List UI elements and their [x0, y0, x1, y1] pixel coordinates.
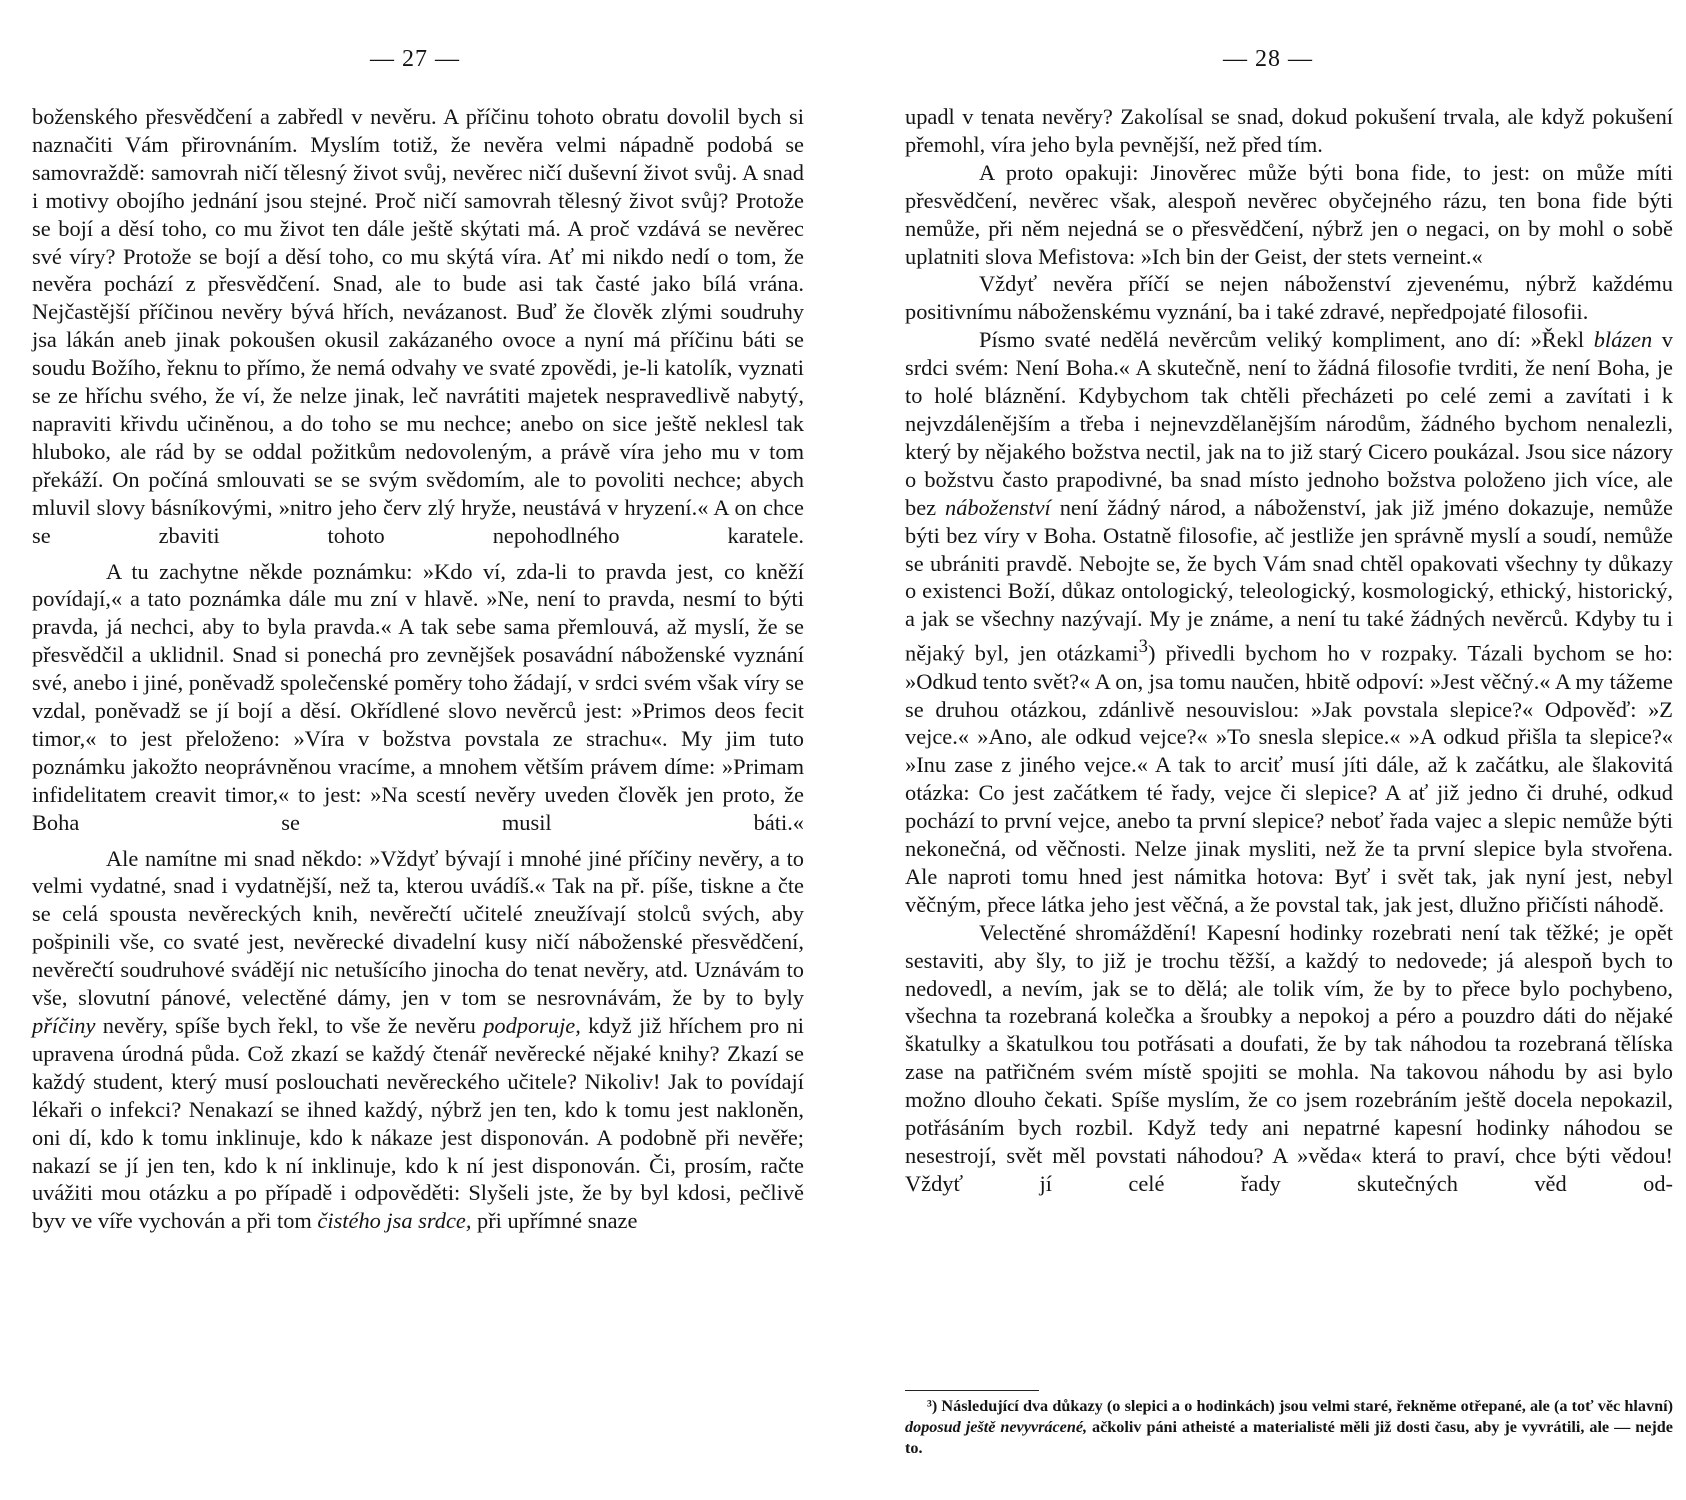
text-run: nevěry, spíše bych řekl, to vše že nevěru: [95, 1013, 484, 1038]
emphasis-text: náboženství: [945, 494, 1051, 520]
paragraph: upadl v tenata nevěry? Zakolísal se snad, dokud pokušení trvala, ale když pokušení přemohl, víra jeho byla pevnější, než před tím.: [905, 104, 1673, 157]
text-run: není žádný národ, a náboženství, jak již jméno dokazuje, nemůže býti bez víry v Boha. Ostatně filosofie, ač jestliže jen správně myslí a soudí, nemůže se ubrániti pravdě. Nebojte se, že bych Vám snad chtěl opakovati všechny ty důkazy o existenci Boží, důkaz ontologický, teleologický, kosmologický, ethický, historický, a jak se všechny nazývají. My je známe, a není tu také žádných nevěrců. Kdyby tu i nějaký byl, jen otázkami: [905, 494, 1673, 666]
text-run: v srdci svém: Není Boha.« A skutečně, není to žádná filosofie tvrditi, že není Boha, je to holé bláznění. Kdybychom tak chtěli přecházeti po celé zemi a zavítati i k nejvzdálenějším a třeba i nejnevzdělanějším národům, žádného bychom nenalezli, který by nějakého božstva nectil, jak na to již starý Cicero poukázal. Jsou sice názory o božstvu často prapodivné, ba snad místo jednoho božstva položeno jich více, ale bez: [905, 327, 1674, 520]
text-run: když již hříchem pro ni upravena úrodná půda. Což zkazí se každý čtenář nevěrecké nějaké knihy? Zkazí se každý student, který musí poslouchati nevěreckého učitele? Nikoliv! Jak to povídají lékaři o infekci? Nenakazí se ihned každý, nýbrž jen ten, kdo k tomu jest nakloněn, oni dí, kdo k tomu inklinuje, kdo k nákaze jest disponován. A podobně při nevěře; nakazí se jí jen ten, kdo k ní inklinuje, kdo k ní jest disponován. Či, prosím, račte uvážiti mou otázku a po případě i odpověděti: Slyšeli jste, že by byl kdosi, pečlivě byv ve víře vychován a při tom: [32, 1013, 804, 1234]
paragraph: boženského přesvědčení a zabředl v nevěru. A příčinu tohoto obratu dovolil bych si naznačiti Vám přirovnáním. Myslím totiž, že nevěra velmi nápadně podobá se samovraždě: samovrah ničí tělesný život svůj, nevěrec ničí duševní život svůj. A snad i motivy obojího jednání jsou stejné. Proč ničí samovrah tělesný život svůj? Protože se bojí a děsí toho, co mu život ten dále ještě skýtati má. A proč vzdává se nevěrec své víry? Protože se bojí a děsí toho, co mu skýtá víra. Ať mi nikdo nedí o tom, že nevěra pochází z přesvědčení. Snad, ale to bude asi tak časté jako bílá vrána. Nejčastější příčinou nevěry bývá hřích, nevázanost. Buď že člověk zlými soudruhy jsa lákán aneb jinak pokoušen okusil zakázaného ovoce a nyní má příčinu báti se soudu Božího, řeknu to přímo, že nemá odvahy ve svaté zpovědi, je-li katolík, vyznati se ze hříchu svého, že ví, že nelze jinak, leč navrátiti majetek nespravedlivě nabytý, napraviti křivdu učiněnou, a do toho se mu nechce; anebo on sice ještě neklesl tak hluboko, ale rád by se oddal požitkům nedovoleným, a právě víra jeho mu v tom překáží. On počíná smlouvati se se svým svědomím, ale to povoliti nechce; abych mluvil slovy básníkovými, »nitro jeho červ zlý hryže, neustává v hryzení.« A on chce se zbaviti tohoto nepohodlného karatele.: [32, 104, 804, 548]
text-run: při upřímné snaze: [471, 1208, 638, 1234]
paragraph: A tu zachytne někde poznámku: »Kdo ví, zda-li to pravda jest, co kněží povídají,« a tato poznámka dále mu zní v hlavě. »Ne, není to pravda, nesmí to býti pravda, já nechci, aby to byla pravda.« A tak sebe sama přemlouvá, až myslí, že se přesvědčil a uklidnil. Snad si ponechá pro zevnějšek posavádní náboženské vyznání své, anebo i jiné, poněvadž společenské poměry toho žádají, v srdci svém však víry se vzdal, poněvadž se jí bojí a děsí. Okřídlené slovo nevěrců jest: »Primos deos fecit timor,« to jest přeloženo: »Víra v božstva povstala ze strachu«. My jim tuto poznámku jakožto neoprávněnou vracíme, a mnohem větším právem díme: »Primam infidelitatem creavit timor,« to jest: »Na scestí nevěry uveden člověk jen proto, že Boha se musil báti.«: [32, 558, 804, 835]
paragraph: Velectěné shromáždění! Kapesní hodinky rozebrati není tak těžké; je opět sestaviti, aby šly, to již je trochu těžší, a každý to nedovede; já alespoň bych to nedovedl, a nevím, jak se to dělá; ale tolik vím, že by to přece bylo pochybeno, všechna ta rozebraná kolečka a šroubky a nepokoj a péro a pouzdro dáti do nějaké škatulky a škatulkou tou potřásati a doufati, že by tak náhodou ta rozebraná tělíska zase na patřičném svém místě spojiti se mohla. Na takovou náhodu by asi bylo možno dlouho čekati. Spíše myslím, že co jsem rozebráním ještě docela nepokazil, potřásáním bych rozbil. Když tedy ani nepatrné kapesní hodinky náhodou se nesestrojí, svět měl povstati náhodou? A »věda« která to praví, chce býti vědou! Vždyť jí celé řady skutečných věd od-: [905, 919, 1673, 1196]
emphasis-text: doposud ještě nevyvrácené,: [905, 1418, 1088, 1436]
page-number: — 27 —: [370, 46, 460, 72]
footnote-divider: [905, 1390, 1039, 1391]
paragraph: [32, 845, 804, 1236]
text-run: Ale namítne mi snad někdo: »Vždyť bývají i mnohé jiné příčiny nevěry, a to velmi vydatné, snad i vydatnější, než ta, kterou uvádíš.« Tak na př. píše, tiskne a čte se celá spousta nevěreckých knih, nevěrečtí učitelé zneužívají stolců svých, aby pošpinili vše, co svaté jest, nevěrecké divadelní kusy ničí náboženské přesvědčení, nevěrečtí soudruhové svádějí nic netušícího jinocha do tenat nevěry, atd. Uznávám to vše, slovutní pánové, velectěné dámy, jen v tom se nesrovnávám, že by to byly: [32, 845, 804, 1011]
paragraph: Vždyť nevěra příčí se nejen náboženství zjevenému, nýbrž každému positivnímu náboženskému vyznání, ba i také zdravé, nepředpojaté filosofii.: [905, 271, 1673, 325]
footnote: [905, 1396, 1673, 1459]
footnote-text: Následující dva důkazy (o slepici a o hodinkách) jsou velmi staré, řekněme otřepané, ale (a toť věc hlavní): [937, 1397, 1673, 1415]
emphasis-text: podporuje,: [483, 1013, 581, 1038]
emphasis-text: čistého jsa srdce,: [317, 1208, 472, 1234]
page-number: — 28 —: [1223, 46, 1313, 72]
body-text: [905, 103, 1673, 1198]
footnote-reference: 3: [1138, 636, 1148, 658]
footnote-marker: ³): [927, 1397, 938, 1415]
paragraph: [905, 326, 1673, 919]
paragraph: A proto opakuji: Jinověrec může býti bona fide, to jest: on může míti přesvědčení, nevěrec však, alespoň nevěrec obyčejného rázu, ten bona fide býti nemůže, při něm nejedná se o přesvědčení, nýbrž jen o negaci, on by mohl o sobě uplatniti slova Mefistova: »Ich bin der Geist, der stets verneint.«: [905, 159, 1673, 269]
text-run: ) přivedli bychom ho v rozpaky. Tázali bychom se ho: »Odkud tento svět?« A on, jsa tomu naučen, hbitě odpoví: »Jest věčný.« A my tážeme se druhou otázkou, zdánlivě nesouvislou: »Jak povstala slepice?« Odpověď: »Z vejce.« »Ano, ale odkud vejce?« »To snesla slepice.« »A odkud přišla ta slepice?« »Inu zase z jiného vejce.« A tak to arciť musí jíti dále, až k začátku, ale šlakovitá otázka: Co jest začátkem té řady, vejce či slepice? A ať již jedno či druhé, odkud pochází to první vejce, anebo ta první slepice? neboť řada vajec a slepic nemůže býti nekonečná, od věčnosti. Nelze jinak mysliti, než že ta první slepice byla stvořena. Ale naproti tomu hned jest námitka hotova: Byť i svět tak, jak nyní jest, nebyl věčným, přece látka jeho jest věčná, a že povstal tak, jak jest, dlužno přičísti náhodě.: [905, 640, 1673, 917]
footnote-text: ačkoliv páni atheisté a materialisté měli již dosti času, aby je vyvrátili, ale — nejde to.: [905, 1418, 1673, 1457]
body-text: [32, 103, 804, 1235]
emphasis-text: příčiny: [32, 1013, 96, 1038]
text-run: Písmo svaté nedělá nevěrcům veliký kompliment, ano dí: »Řekl: [979, 327, 1594, 353]
emphasis-text: blázen: [1593, 327, 1653, 353]
